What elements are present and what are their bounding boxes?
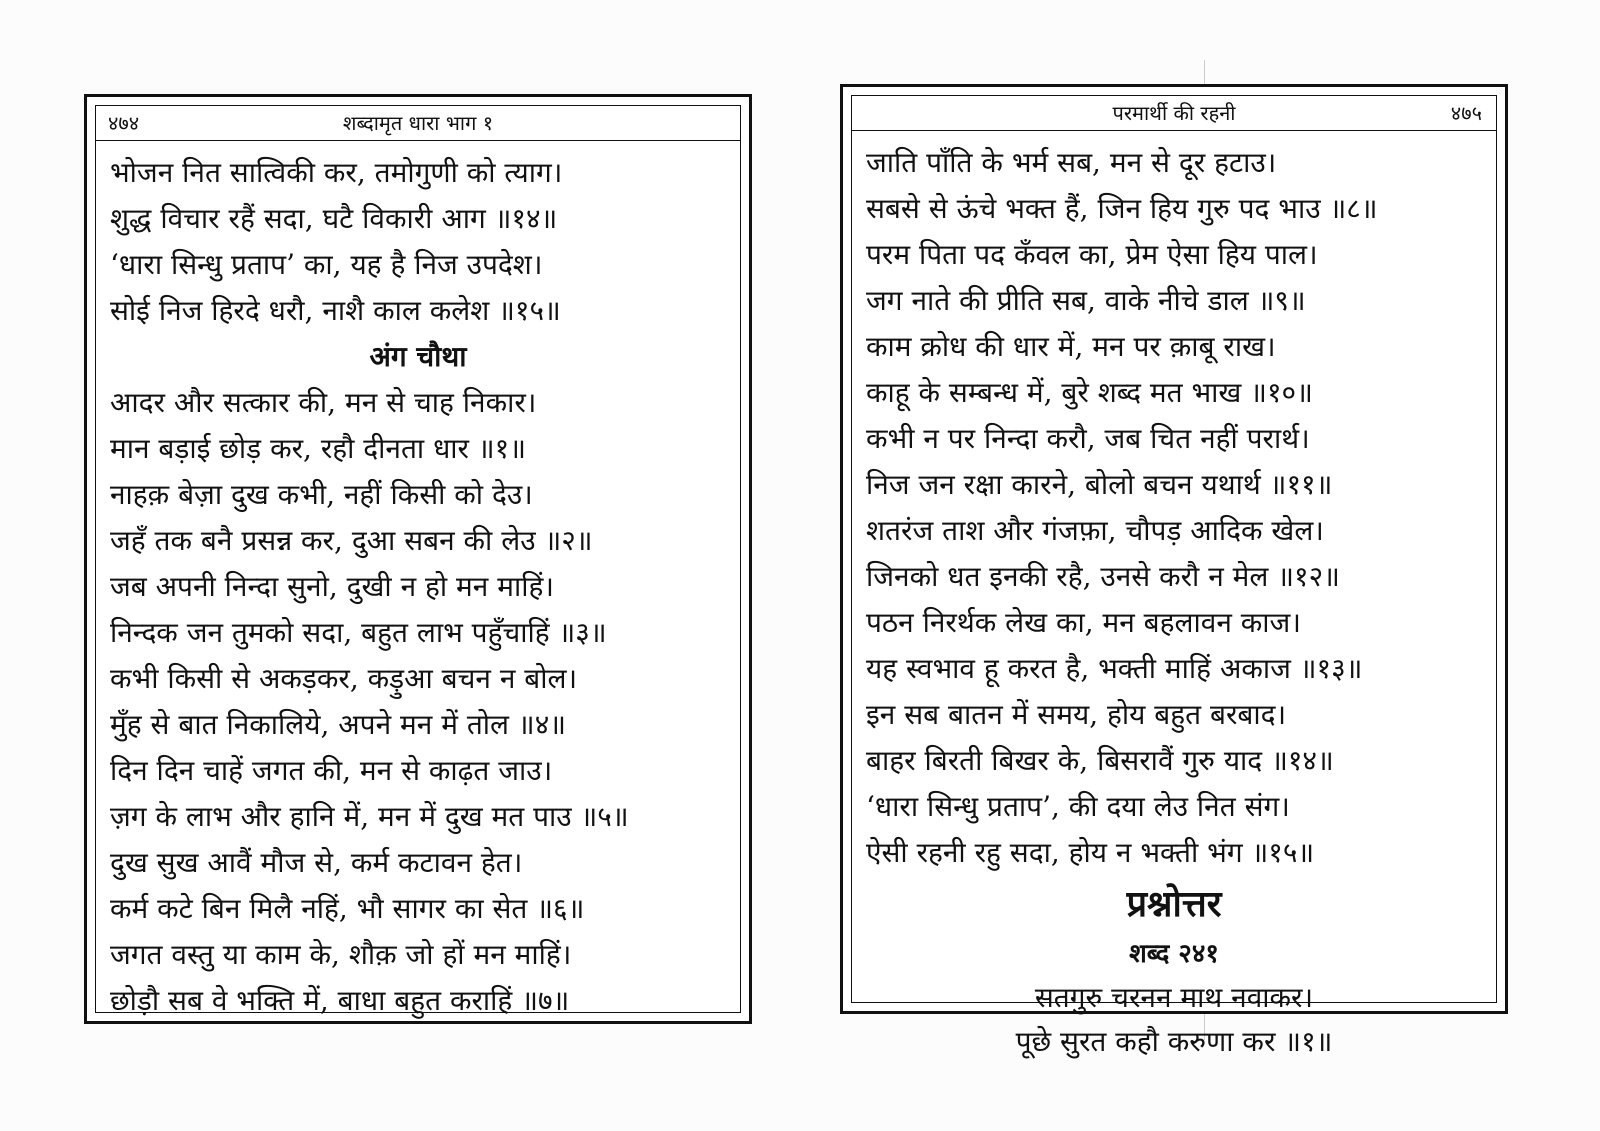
right-page-header <box>852 96 1496 131</box>
verse-line: छोड़ौ सब वे भक्ति में, बाधा बहुत कराहिं ॥७॥ <box>110 984 570 1017</box>
verse-line: कर्म कटे बिन मिलै नहिं, भौ सागर का सेत ॥६॥ <box>110 892 585 925</box>
verse-line: कभी न पर निन्दा करौ, जब चित नहीं परार्थ। <box>866 422 1310 455</box>
verse-line: काहू के सम्बन्ध में, बुरे शब्द मत भाख ॥१०॥ <box>866 376 1313 409</box>
section-heading: प्रश्नोत्तर <box>1126 883 1222 925</box>
right-page-verses <box>866 140 1482 1064</box>
verse-line: जब अपनी निन्दा सुनो, दुखी न हो मन माहिं। <box>110 570 554 603</box>
verse-line: मान बड़ाई छोड़ कर, रहौ दीनता धार ॥१॥ <box>110 432 526 465</box>
left-page-verses <box>110 150 726 1024</box>
verse-line: शतरंज ताश और गंजफ़ा, चौपड़ आदिक खेल। <box>866 514 1324 547</box>
verse-line: यह स्वभाव हू करत है, भक्ती माहिं अकाज ॥१३॥ <box>866 652 1363 685</box>
closing-verse-line: पूछे सुरत कहौ करुणा कर ॥१॥ <box>1015 1025 1333 1058</box>
chapter-heading: अंग चौथा <box>369 340 467 373</box>
right-page-title: परमार्थी की रहनी <box>1112 101 1236 125</box>
verse-line: आदर और सत्कार की, मन से चाह निकार। <box>110 386 537 419</box>
verse-line: ज़ग के लाभ और हानि में, मन में दुख मत पाउ ॥५॥ <box>110 800 629 833</box>
verse-line: निज जन रक्षा कारने, बोलो बचन यथार्थ ॥११॥ <box>866 468 1333 501</box>
verse-line: जग नाते की प्रीति सब, वाके नीचे डाल ॥९॥ <box>866 284 1306 317</box>
verse-line: जगत वस्तु या काम के, शौक़ जो हों मन माहिं। <box>110 938 572 971</box>
verse-line: नाहक़ बेज़ा दुख कभी, नहीं किसी को देउ। <box>110 478 533 511</box>
verse-line: कभी किसी से अकड़कर, कड़ुआ बचन न बोल। <box>110 662 578 695</box>
right-page <box>840 84 1508 1058</box>
verse-line: दुख सुख आवैं मौज से, कर्म कटावन हेत। <box>110 846 523 879</box>
left-page-header <box>96 106 740 141</box>
verse-line: ‘धारा सिन्धु प्रताप’, की दया लेउ नित संग। <box>866 790 1290 823</box>
verse-line: मुँह से बात निकालिये, अपने मन में तोल ॥४॥ <box>110 708 567 741</box>
verse-line: जिनको धत इनकी रहै, उनसे करौ न मेल ॥१२॥ <box>866 560 1340 593</box>
verse-line: काम क्रोध की धार में, मन पर क़ाबू राख। <box>866 330 1276 363</box>
left-page-frame <box>95 105 741 1017</box>
verse-line: ‘धारा सिन्धु प्रताप’ का, यह है निज उपदेश। <box>110 248 543 281</box>
verse-line: ऐसी रहनी रहु सदा, होय न भक्ती भंग ॥१५॥ <box>866 836 1315 869</box>
verse-line: बाहर बिरती बिखर के, बिसरावैं गुरु याद ॥१४॥ <box>866 744 1334 777</box>
left-page <box>84 94 752 1024</box>
verse-line: दिन दिन चाहें जगत की, मन से काढ़त जाउ। <box>110 754 553 787</box>
sub-heading: शब्द २४१ <box>1129 939 1219 969</box>
verse-line: जाति पाँति के भर्म सब, मन से दूर हटाउ। <box>866 146 1277 179</box>
verse-line: पठन निरर्थक लेख का, मन बहलावन काज। <box>866 606 1301 639</box>
verse-line: परम पिता पद कँवल का, प्रेम ऐसा हिय पाल। <box>866 238 1318 271</box>
verse-line: सोई निज हिरदे धरौ, नाशै काल कलेश ॥१५॥ <box>110 294 561 327</box>
verse-line: जहँ तक बनै प्रसन्न कर, दुआ सबन की लेउ ॥२॥ <box>110 524 593 557</box>
right-page-frame <box>851 95 1497 1058</box>
verse-line: इन सब बातन में समय, होय बहुत बरबाद। <box>866 698 1287 731</box>
verse-line: भोजन नित सात्विकी कर, तमोगुणी को त्याग। <box>110 156 563 189</box>
closing-verse-line: सतगुरु चरनन माथ नवाकर। <box>1034 981 1314 1014</box>
verse-line: सबसे से ऊंचे भक्त हैं, जिन हिय गुरु पद भाउ ॥८॥ <box>866 192 1378 225</box>
verse-line: शुद्ध विचार रहैं सदा, घटै विकारी आग ॥१४॥ <box>110 202 558 235</box>
left-page-title: शब्दामृत धारा भाग १ <box>342 111 494 135</box>
left-page-number: ४७४ <box>108 111 140 135</box>
verse-line: निन्दक जन तुमको सदा, बहुत लाभ पहुँचाहिं ॥३॥ <box>110 616 607 649</box>
right-page-number: ४७५ <box>1450 101 1482 125</box>
